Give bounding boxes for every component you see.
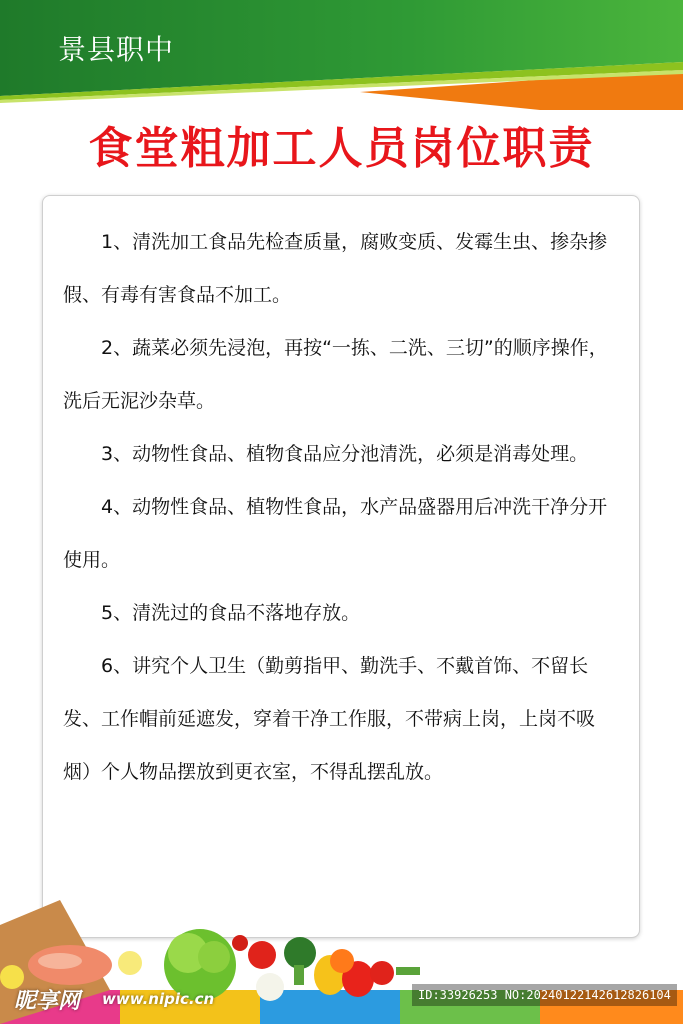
watermark-id: ID:33926253 NO:20240122142612826104 <box>412 984 677 1006</box>
watermark-url: www.nipic.cn <box>102 990 215 1008</box>
duty-item-4: 4、动物性食品、植物性食品，水产品盛器用后冲洗干净分开使用。 <box>63 496 608 571</box>
watermark-logo: 昵享网 <box>14 989 81 1014</box>
duty-item-2: 2、蔬菜必须先浸泡，再按“一拣、二洗、三切”的顺序操作，洗后无泥沙杂草。 <box>63 337 608 412</box>
duty-item-6: 6、讲究个人卫生（勤剪指甲、勤洗手、不戴首饰、不留长发、工作帽前延遮发，穿着干净工作服，不带病上岗，上岗不吸烟）个人物品摆放到更衣室，不得乱摆乱放。 <box>63 655 596 783</box>
page-title: 食堂粗加工人员岗位职责 <box>88 123 595 174</box>
duty-item-3: 3、动物性食品、植物食品应分池清洗，必须是消毒处理。 <box>101 443 589 465</box>
duty-item-1: 1、清洗加工食品先检查质量，腐败变质、发霉生虫、掺杂掺假、有毒有害食品不加工。 <box>63 231 608 306</box>
duty-item-5: 5、清洗过的食品不落地存放。 <box>101 602 361 624</box>
duties-card <box>42 195 640 938</box>
school-name: 景县职中 <box>58 33 175 66</box>
